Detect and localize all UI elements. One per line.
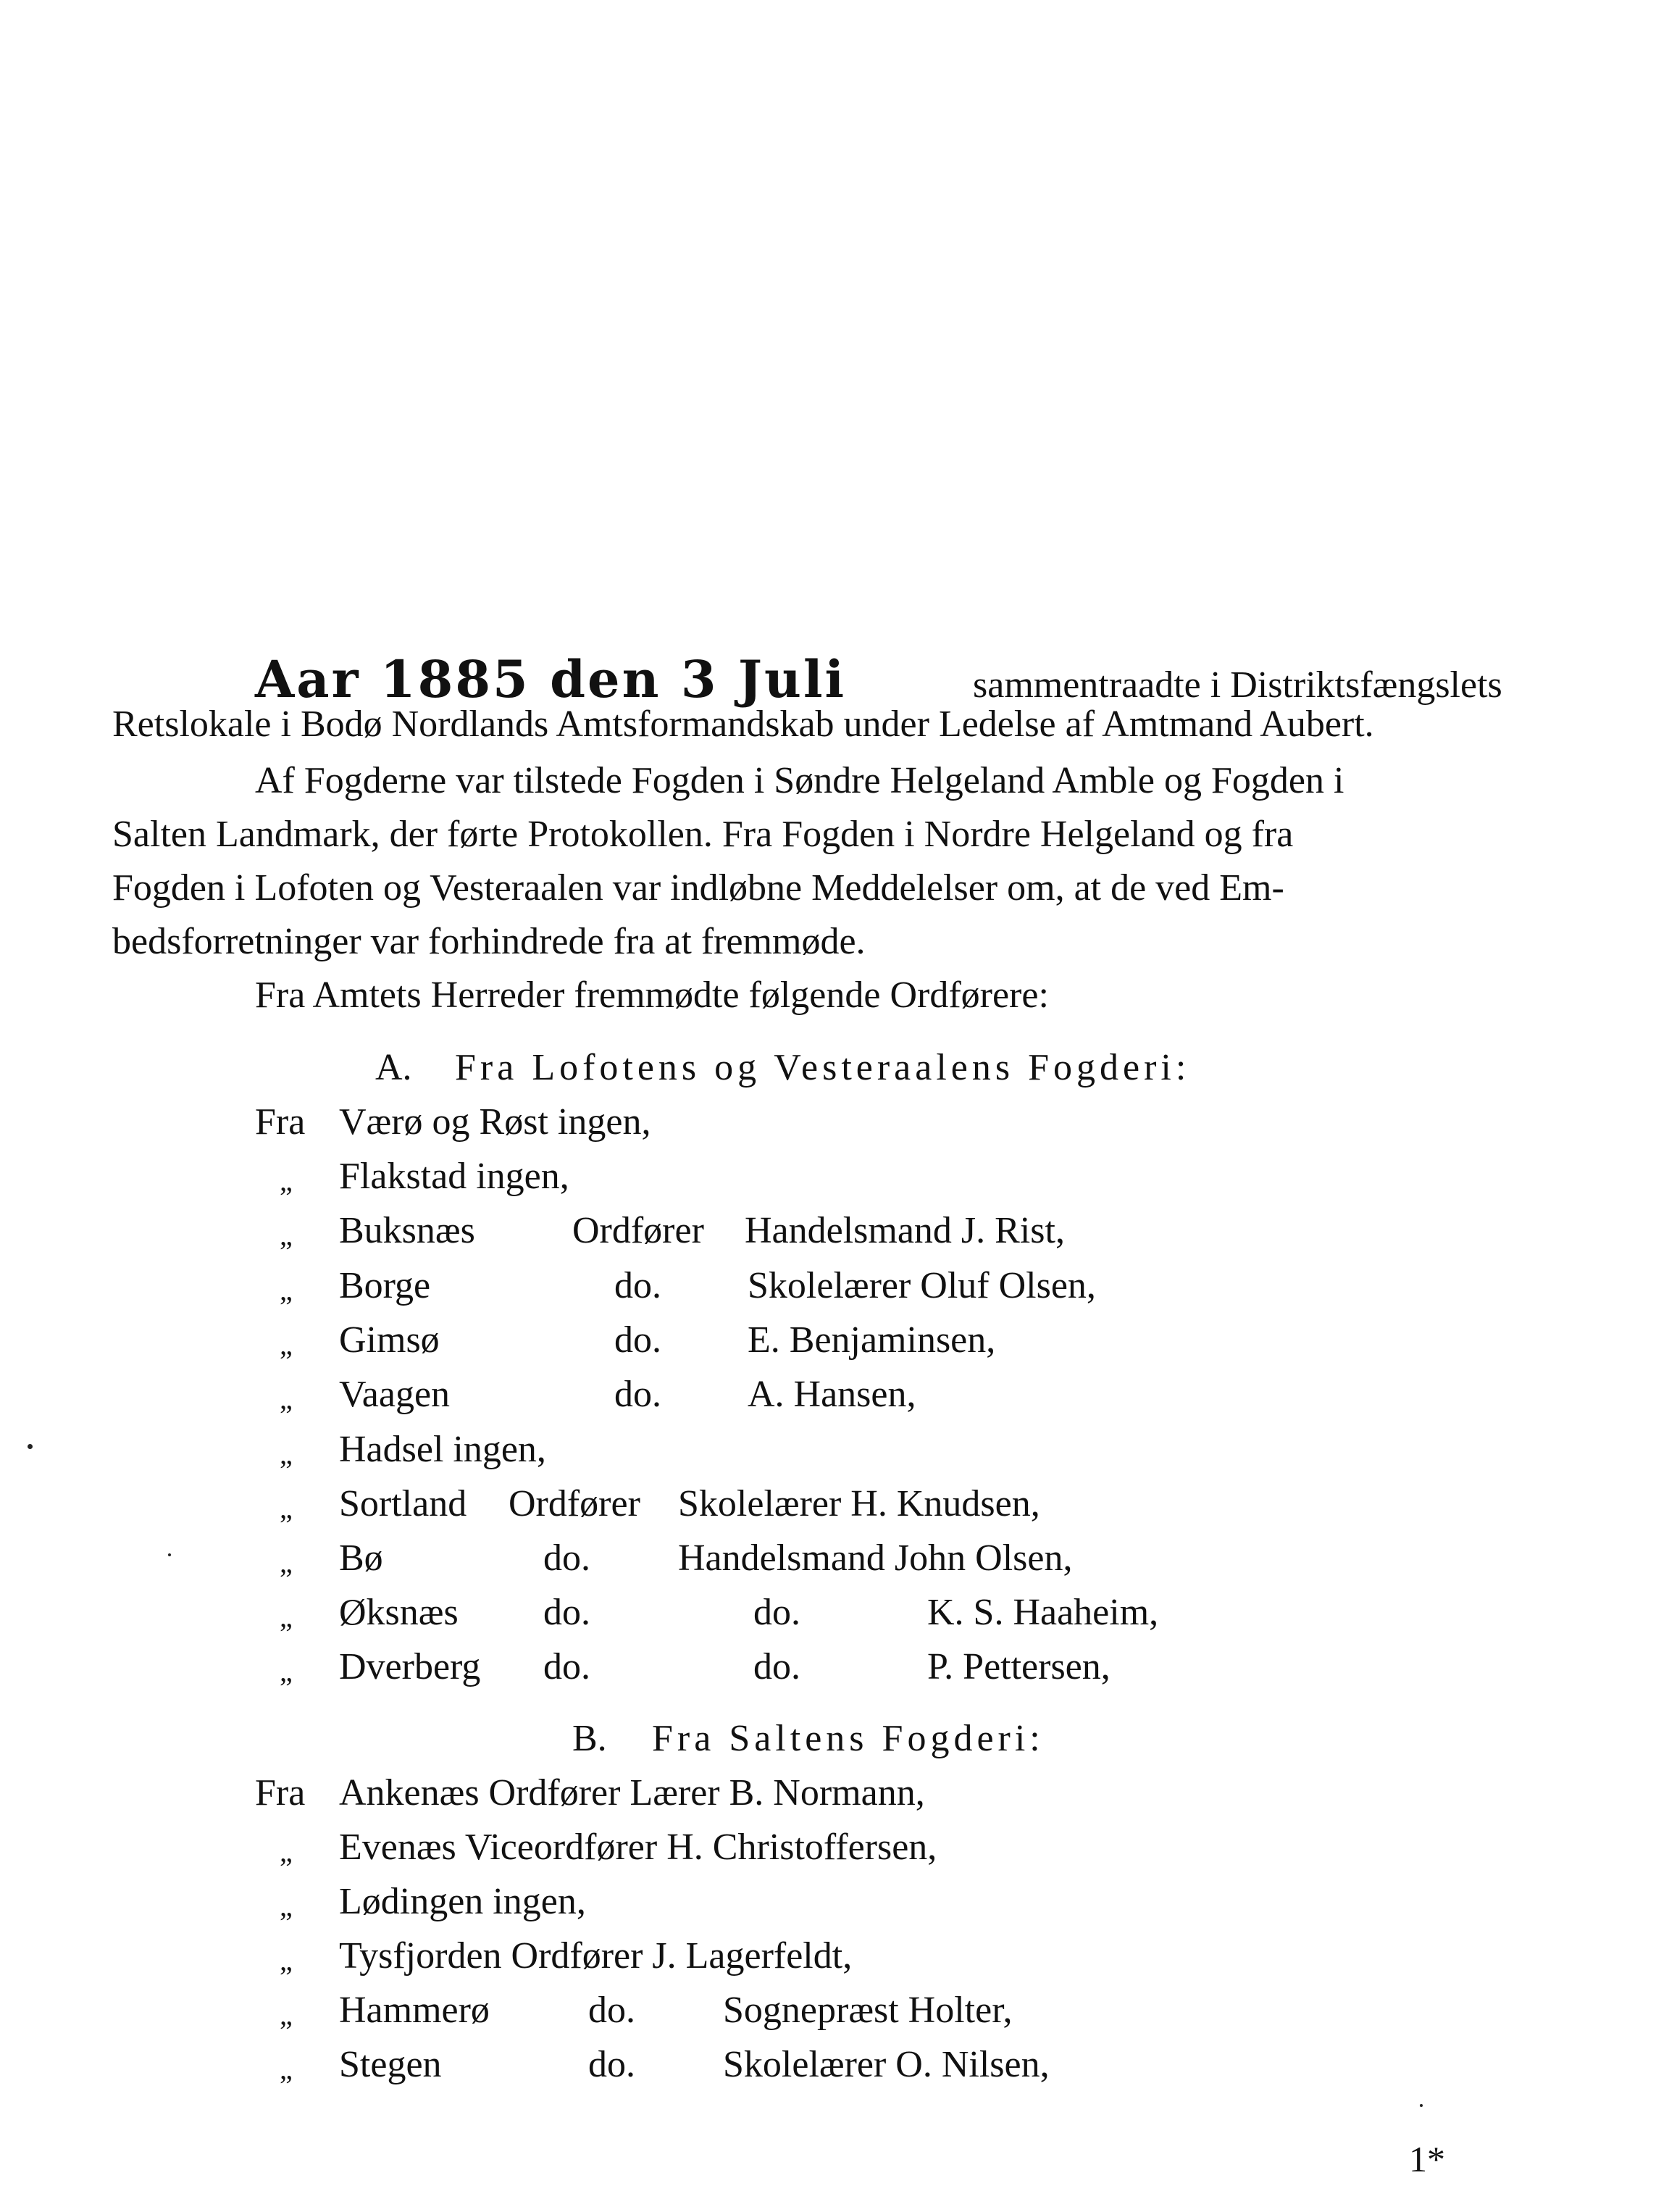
body-text: Fogden i Lofoten og Vesteraalen var indløbne Meddelelser om, at de ved Em- [112,867,1284,909]
entry-prefix: „ [280,2053,293,2085]
body-text: bedsforretninger var forhindrede fra at fremmøde. [112,921,866,962]
entry-prefix: „ [280,1944,293,1977]
entry-name: K. S. Haaheim, [927,1592,1159,1633]
section-b-letter: B. [572,1718,607,1759]
entry-prefix: „ [280,1835,293,1868]
entry-row [0,1983,1669,2038]
entry-place: Borge [339,1265,431,1306]
entry-prefix: „ [280,1546,293,1579]
entry-place: Øksnæs [339,1592,459,1633]
entry-place: Buksnæs [339,1210,475,1251]
entry-row [0,1313,1669,1368]
body-text: Salten Landmark, der førte Protokollen. Fra Fogden i Nordre Helgeland og fra [112,814,1294,855]
entry-role: do. [588,2044,635,2085]
entry-place: Tysfjorden Ordfører J. Lagerfeldt, [339,1935,853,1977]
entry-row [0,1367,1669,1422]
body-line [0,861,1669,916]
entry-place: Lødingen ingen, [339,1881,586,1922]
entry-row [0,1259,1669,1314]
entry-place: Værø og Røst ingen, [339,1101,651,1143]
scan-speck [1420,2104,1423,2107]
entry-place: Sortland [339,1483,467,1524]
entry-row [0,1874,1669,1929]
entry-role: do. [543,1592,590,1633]
entry-place: Stegen [339,2044,442,2085]
scan-speck [168,1553,171,1556]
entry-title: Sognepræst Holter, [723,1990,1013,2031]
entry-place: Hammerø [339,1990,490,2031]
entry-place: Vaagen [339,1374,451,1415]
entry-place: Evenæs Viceordfører H. Christoffersen, [339,1827,937,1868]
entry-place: Dverberg [339,1646,481,1687]
entry-role: do. [543,1646,590,1687]
entry-prefix: Fra [255,1772,306,1814]
body-line [0,968,1669,1023]
entry-place: Bø [339,1537,383,1579]
scan-speck [28,1444,33,1449]
heading-rest: sammentraadte i Distriktsfængslets [973,664,1502,706]
entry-role: Ordfører [572,1210,704,1251]
entry-row [0,1820,1669,1875]
entry-prefix: „ [280,1600,293,1633]
entry-title: Handelsmand John Olsen, [678,1537,1073,1579]
page-number: 1* [1409,2139,1445,2179]
entry-role: do. [614,1265,661,1306]
entry-place: Hadsel ingen, [339,1429,546,1470]
entry-row [0,1203,1669,1259]
entry-role: do. [614,1319,661,1361]
entry-title: Skolelærer O. Nilsen, [723,2044,1050,2085]
entry-row [0,2037,1669,2092]
section-b-heading [0,1711,1669,1766]
section-a-heading [0,1040,1669,1095]
entry-row [0,1766,1669,1821]
entry-role: Ordfører [509,1483,640,1524]
entry-row [0,1095,1669,1150]
entry-row [0,1531,1669,1586]
entry-prefix: „ [280,1164,293,1197]
entry-prefix: „ [280,1492,293,1524]
entry-row [0,1477,1669,1532]
body-text: Fra Amtets Herreder fremmødte følgende Ordførere: [255,974,1049,1016]
entry-prefix: „ [280,1328,293,1361]
entry-place: Ankenæs Ordfører Lærer B. Normann, [339,1772,925,1814]
body-line [0,807,1669,862]
entry-title: Handelsmand J. Rist, [745,1210,1065,1251]
entry-title: do. [753,1592,800,1633]
entry-title: Skolelærer H. Knudsen, [678,1483,1040,1524]
entry-row [0,1929,1669,1984]
entry-prefix: „ [280,1437,293,1470]
entry-place: Flakstad ingen, [339,1156,569,1197]
entry-prefix: „ [280,1890,293,1922]
entry-prefix: „ [280,1998,293,2031]
entry-prefix: „ [280,1274,293,1306]
section-a-title: Fra Lofotens og Vesteraalens Fogderi: [455,1047,1191,1088]
body-line [0,754,1669,809]
section-a-letter: A. [375,1047,412,1088]
body-text: Af Fogderne var tilstede Fogden i Søndre Helgeland Amble og Fogden i [255,760,1344,801]
entry-prefix: „ [280,1655,293,1687]
entry-place: Gimsø [339,1319,440,1361]
entry-prefix: „ [280,1382,293,1415]
body-line [0,697,1669,752]
body-line [0,914,1669,969]
entry-role: do. [543,1537,590,1579]
body-text: Retslokale i Bodø Nordlands Amtsformandskab under Ledelse af Amtmand Aubert. [112,704,1374,745]
heading-lead: Aar 1885 den 3 Juli [255,649,847,709]
entry-row [0,1585,1669,1640]
entry-title: do. [753,1646,800,1687]
entry-title: E. Benjaminsen, [748,1319,996,1361]
entry-row [0,1640,1669,1695]
entry-row [0,1422,1669,1477]
entry-title: Skolelærer Oluf Olsen, [748,1265,1096,1306]
entry-role: do. [588,1990,635,2031]
entry-prefix: Fra [255,1101,306,1143]
entry-row [0,1149,1669,1204]
section-b-title: Fra Saltens Fogderi: [652,1718,1045,1759]
entry-title: A. Hansen, [748,1374,916,1415]
entry-prefix: „ [280,1219,293,1251]
entry-role: do. [614,1374,661,1415]
entry-name: P. Pettersen, [927,1646,1110,1687]
